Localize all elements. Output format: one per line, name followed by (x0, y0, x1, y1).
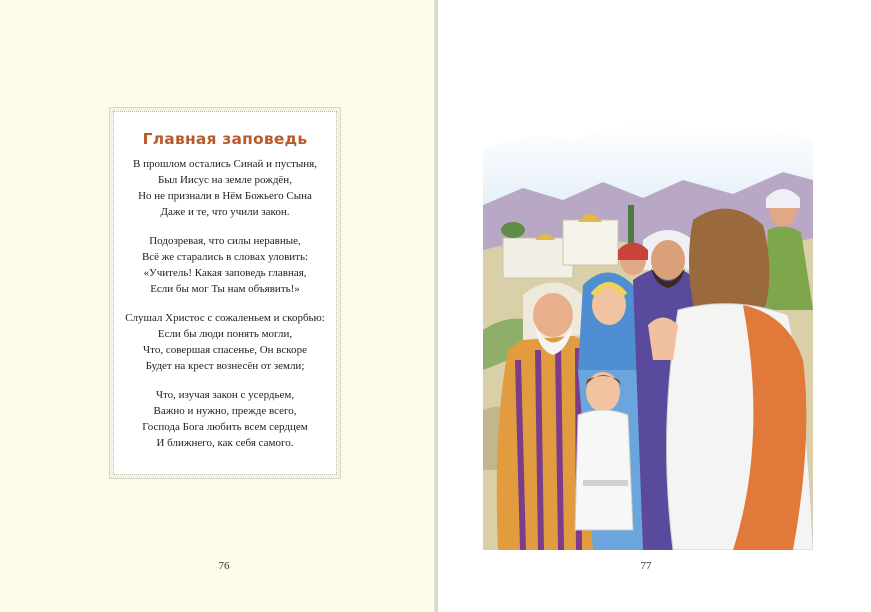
old-man-face (533, 293, 573, 337)
poem-line: Даже и те, что учили закон. (160, 206, 290, 218)
stanza-3 (114, 310, 336, 374)
tree (501, 222, 525, 238)
stanza-2 (114, 233, 336, 297)
poem-line: В прошлом остались Синай и пустыня, (133, 158, 317, 170)
poem-title: Главная заповедь (142, 130, 308, 148)
poem (114, 130, 336, 464)
poem-line: «Учитель! Какая заповедь главная, (143, 267, 307, 279)
poem-line: Но не признали в Нём Божьего Сына (138, 190, 312, 202)
poem-line: Будет на крест вознесён от земли; (145, 360, 305, 372)
illustration (483, 110, 813, 550)
stanza-1 (114, 156, 336, 220)
poem-line: Что, совершая спасенье, Он вскоре (143, 344, 307, 356)
man-face (651, 240, 685, 280)
poem-line: Важно и нужно, прежде всего, (153, 405, 297, 417)
poem-line: Что, изучая закон с усердьем, (155, 389, 295, 401)
poem-frame (113, 111, 337, 475)
poem-line: Господа Бога любить всем сердцем (142, 421, 308, 433)
jesus-hand (648, 318, 678, 361)
poem-line: И ближнего, как себя самого. (156, 437, 294, 449)
poem-line: Если бы люди понять могли, (157, 328, 293, 340)
page-number-left: 76 (218, 560, 230, 572)
building (563, 220, 618, 265)
poem-line: Слушал Христос с сожаленьем и скорбью: (125, 312, 325, 324)
poem-line: Если бы мог Ты нам объявить!» (150, 283, 300, 295)
boy-face (586, 372, 620, 412)
boy-tunic (575, 410, 633, 530)
illustration-art (483, 110, 813, 550)
boy-belt (583, 480, 628, 486)
poem-line: Был Иисус на земле рождён, (158, 174, 292, 186)
page-number-right: 77 (640, 560, 652, 572)
poem-line: Подозревая, что силы неравные, (149, 235, 301, 247)
poem-line: Всё же старались в словах уловить: (141, 251, 309, 263)
stanza-4 (114, 387, 336, 451)
